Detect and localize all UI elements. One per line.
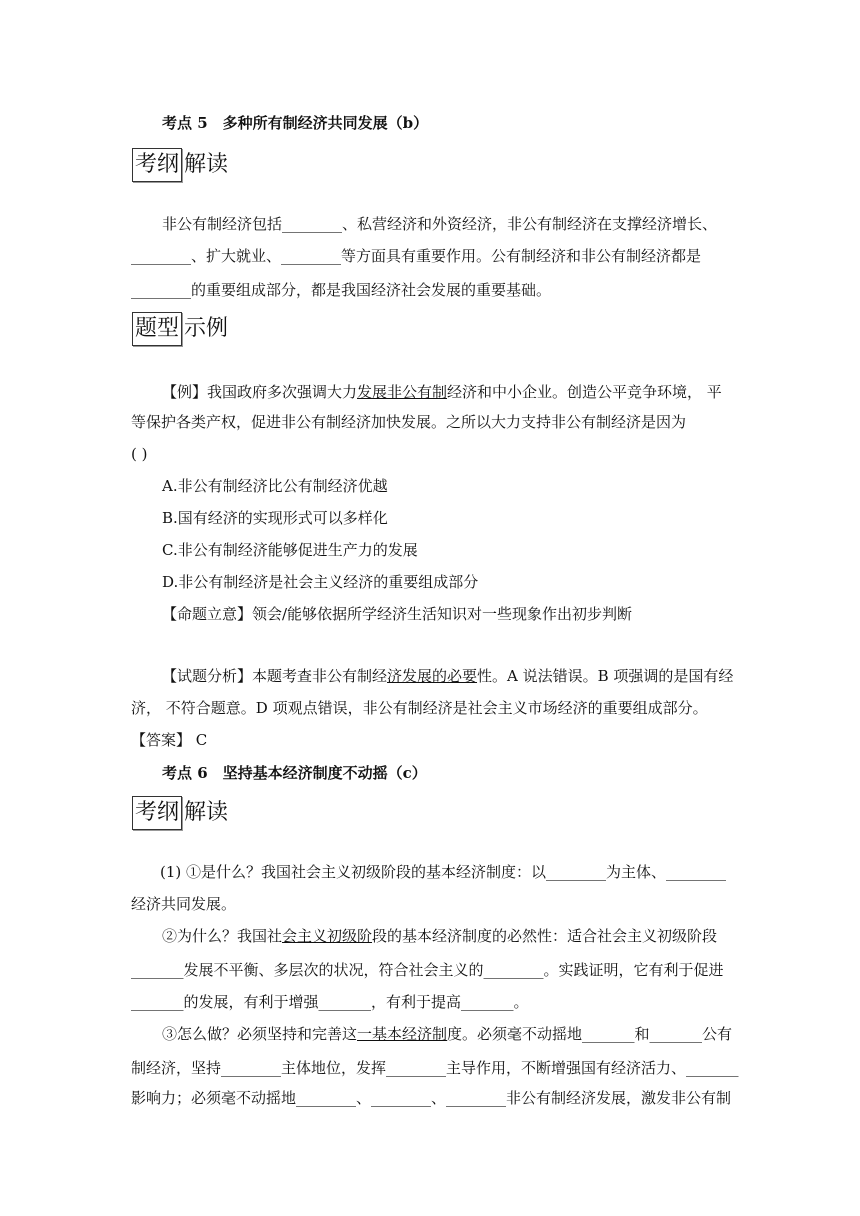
banner-rest-label: 解读	[184, 800, 229, 825]
example-underlined-text: 发展非公有制	[357, 383, 448, 401]
analysis-line-1	[162, 666, 733, 686]
item-underlined-text: 一基本经济制	[357, 1025, 448, 1043]
banner-kaogang-jiedu-2	[132, 796, 228, 830]
banner-tixing-shili	[132, 312, 228, 346]
item-text: ②为什么？我国社	[162, 927, 283, 945]
paragraph-line: ________、扩大就业、________等方面具有重要作用。公有制经济和非公有制经济都是	[131, 247, 702, 265]
banner-rest-label: 解读	[184, 152, 229, 177]
banner-box-label: 考纲	[132, 148, 182, 182]
banner-box-label: 考纲	[132, 796, 182, 830]
analysis-line-2: 济， 不符合题意。D 项观点错误，非公有制经济是社会主义市场经济的重要组成部分。	[131, 699, 708, 717]
answer: 【答案】 C	[131, 731, 208, 749]
item-1-line-2: 经济共同发展。	[131, 895, 237, 913]
item-text: ③怎么做？必须坚持和完善这	[162, 1025, 358, 1043]
paragraph-line: 非公有制经济包括________、私营经济和外资经济，非公有制经济在支撑经济增长、	[162, 215, 718, 233]
option-d: D.非公有制经济是社会主义经济的重要组成部分	[162, 573, 479, 591]
option-b: B.国有经济的实现形式可以多样化	[162, 509, 388, 527]
item-1-line-1: (1) ①是什么？我国社会主义初级阶段的基本经济制度：以________为主体、________	[160, 863, 727, 881]
analysis-underlined-text: 济发展的必要	[387, 667, 478, 685]
example-text: 经济和中小企业。创造公平竞争环境， 平	[447, 383, 722, 401]
example-line-2: 等保护各类产权，促进非公有制经济加快发展。之所以大力支持非公有制经济是因为	[131, 413, 687, 431]
option-a: A.非公有制经济比公有制经济优越	[162, 477, 388, 495]
question-intent: 【命题立意】领会/能够依据所学经济生活知识对一些现象作出初步判断	[162, 605, 633, 623]
item-3-line-1	[162, 1024, 732, 1044]
item-text: 度。必须毫不动摇地_______和_______公有	[447, 1025, 733, 1043]
section-heading-6: 考点 6 坚持基本经济制度不动摇（c）	[162, 764, 427, 782]
section-heading-5: 考点 5 多种所有制经济共同发展（b）	[162, 114, 429, 132]
option-c: C.非公有制经济能够促进生产力的发展	[162, 541, 418, 559]
banner-kaogang-jiedu-1	[132, 148, 228, 182]
example-line-3: ( )	[131, 445, 148, 463]
item-2-line-2: _______发展不平衡、多层次的状况，符合社会主义的________。实践证明，它有利于促进	[131, 961, 724, 979]
item-3-line-2: 制经济，坚持________主体地位，发挥________主导作用，不断增强国有经济活力、_______	[131, 1059, 739, 1077]
item-2-line-3: _______的发展，有利于增强_______，有利于提高_______。	[131, 993, 529, 1011]
item-3-line-3: 影响力；必须毫不动摇地________、________、________非公有制经济发展，激发非公有制	[131, 1089, 732, 1107]
example-text: 【例】我国政府多次强调大力	[162, 383, 358, 401]
banner-box-label: 题型	[132, 312, 182, 346]
item-2-line-1	[162, 926, 717, 946]
banner-rest-label: 示例	[184, 316, 229, 341]
analysis-text: 【试题分析】本题考查非公有制经	[162, 667, 388, 685]
paragraph-line: ________的重要组成部分，都是我国经济社会发展的重要基础。	[131, 281, 552, 299]
item-text: 段的基本经济制度的必然性：适合社会主义初级阶段	[372, 927, 718, 945]
analysis-text: 性。A 说法错误。B 项强调的是国有经	[477, 667, 734, 685]
example-line-1	[162, 382, 722, 402]
item-underlined-text: 会主义初级阶	[282, 927, 373, 945]
